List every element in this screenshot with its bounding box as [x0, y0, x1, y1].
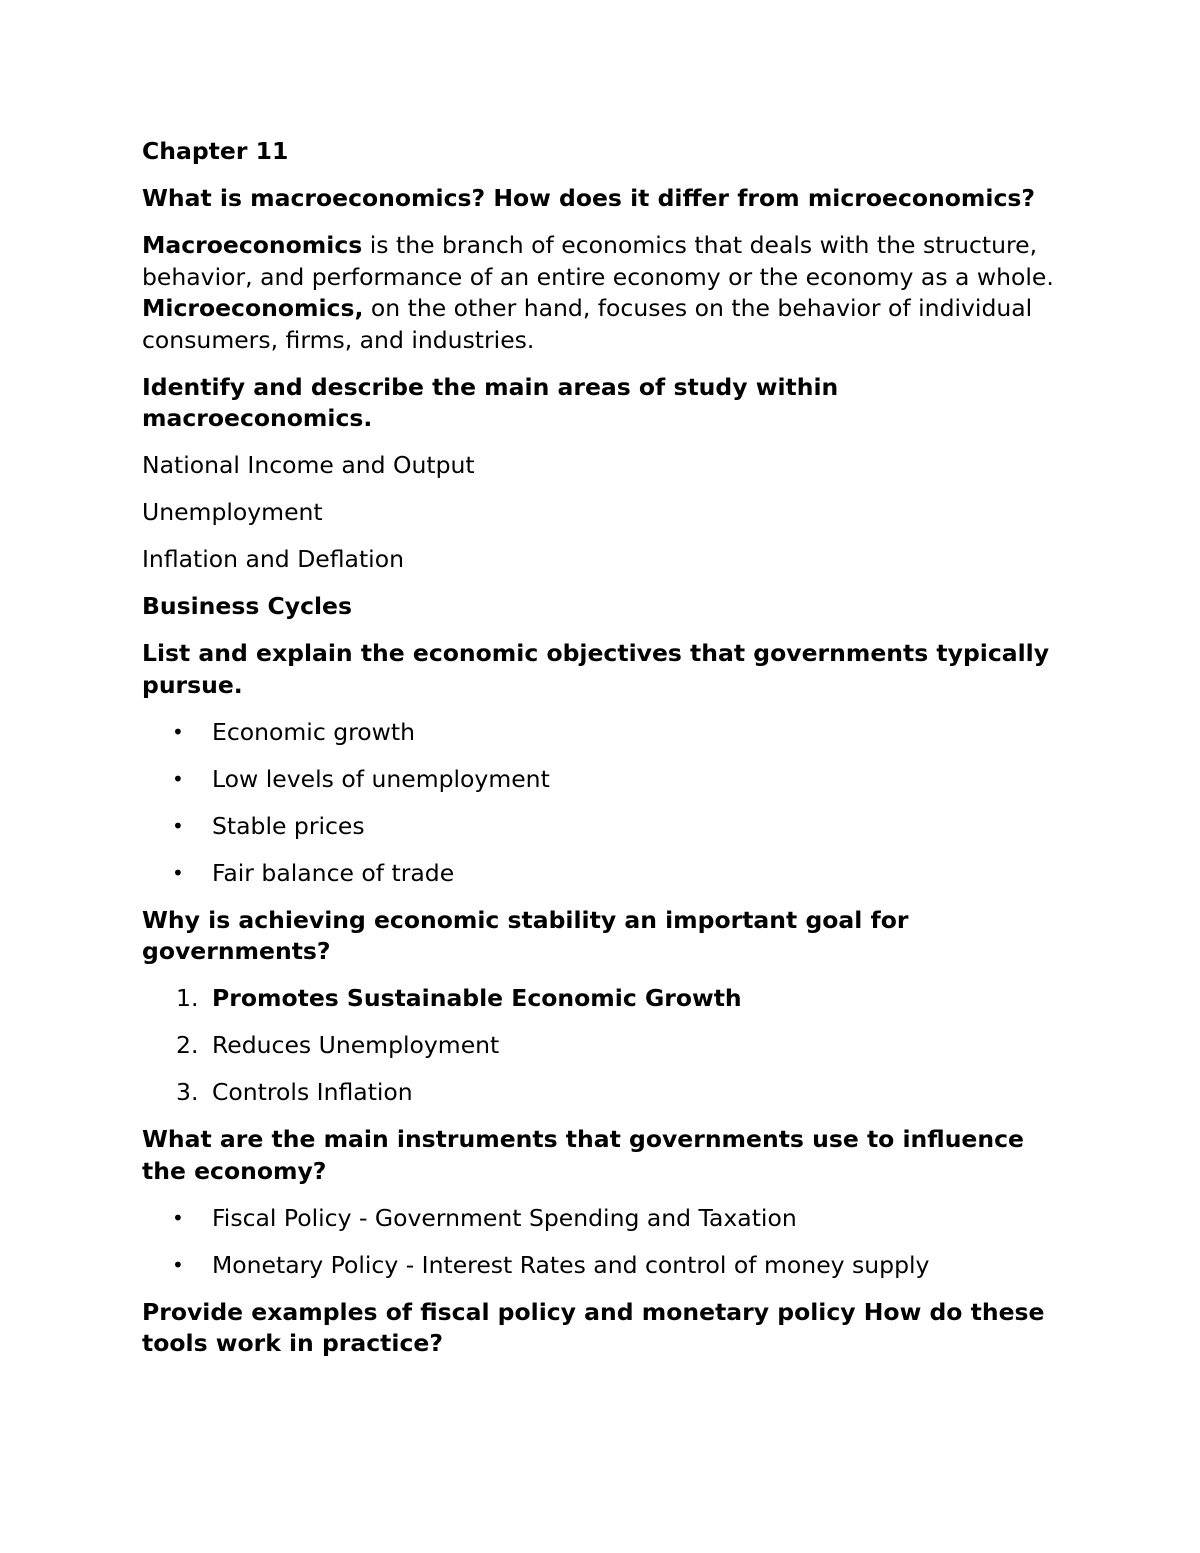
- list-item-text: Low levels of unemployment: [212, 764, 550, 793]
- list-item: [142, 764, 1072, 796]
- list-number: 1.: [176, 984, 199, 1012]
- list-item: [142, 1030, 1072, 1062]
- bullet-icon: •: [172, 1252, 184, 1277]
- bullet-icon: •: [172, 766, 184, 791]
- objectives-list: [142, 717, 1072, 890]
- answer-1-text-2: on the other hand, focuses on the behavior of individual consumers, firms, and industries.: [142, 294, 1033, 354]
- area-item: Inflation and Deflation: [142, 545, 404, 573]
- area-item: Unemployment: [142, 498, 323, 526]
- question-6: Provide examples of fiscal policy and monetary policy How do these tools work in practice?: [142, 1297, 1045, 1357]
- question-2: Identify and describe the main areas of study within macroeconomics.: [142, 372, 839, 432]
- list-item: [142, 1250, 1072, 1282]
- term-macroeconomics: Macroeconomics: [142, 231, 363, 259]
- list-item-text: Monetary Policy - Interest Rates and control of money supply: [212, 1250, 930, 1279]
- list-number: 3.: [176, 1078, 199, 1106]
- list-item: [142, 858, 1072, 890]
- bullet-icon: •: [172, 719, 184, 744]
- list-item: [142, 983, 1072, 1015]
- bullet-icon: •: [172, 1205, 184, 1230]
- question-5: What are the main instruments that governments use to influence the economy?: [142, 1125, 1024, 1185]
- question-3: List and explain the economic objectives that governments typically pursue.: [142, 639, 1050, 699]
- list-item-text: Fiscal Policy - Government Spending and Taxation: [212, 1203, 797, 1232]
- stability-reasons-list: [142, 983, 1072, 1109]
- area-item: National Income and Output: [142, 451, 475, 479]
- list-item: [142, 1077, 1072, 1109]
- list-item-text: Promotes Sustainable Economic Growth: [212, 984, 742, 1012]
- bullet-icon: •: [172, 860, 184, 885]
- question-4: Why is achieving economic stability an important goal for governments?: [142, 905, 909, 965]
- question-1: What is macroeconomics? How does it differ from microeconomics?: [142, 184, 1035, 212]
- document-page: [142, 136, 1072, 1375]
- list-item-text: Economic growth: [212, 717, 415, 746]
- list-item: [142, 811, 1072, 843]
- chapter-title: Chapter 11: [142, 137, 289, 165]
- list-item: [142, 1203, 1072, 1235]
- list-item-text: Reduces Unemployment: [212, 1031, 500, 1059]
- list-item: [142, 717, 1072, 749]
- term-microeconomics: Microeconomics,: [142, 294, 364, 322]
- answer-1: [142, 230, 1072, 356]
- answer-1-text-1: is the branch of economics that deals with the structure, behavior, and performance of an entire economy or the economy as a whole.: [142, 231, 1054, 291]
- list-item-text: Controls Inflation: [212, 1078, 413, 1106]
- list-item-text: Stable prices: [212, 811, 365, 840]
- bullet-icon: •: [172, 813, 184, 838]
- list-number: 2.: [176, 1031, 199, 1059]
- instruments-list: [142, 1203, 1072, 1282]
- business-cycles-heading: Business Cycles: [142, 592, 352, 620]
- list-item-text: Fair balance of trade: [212, 858, 455, 887]
